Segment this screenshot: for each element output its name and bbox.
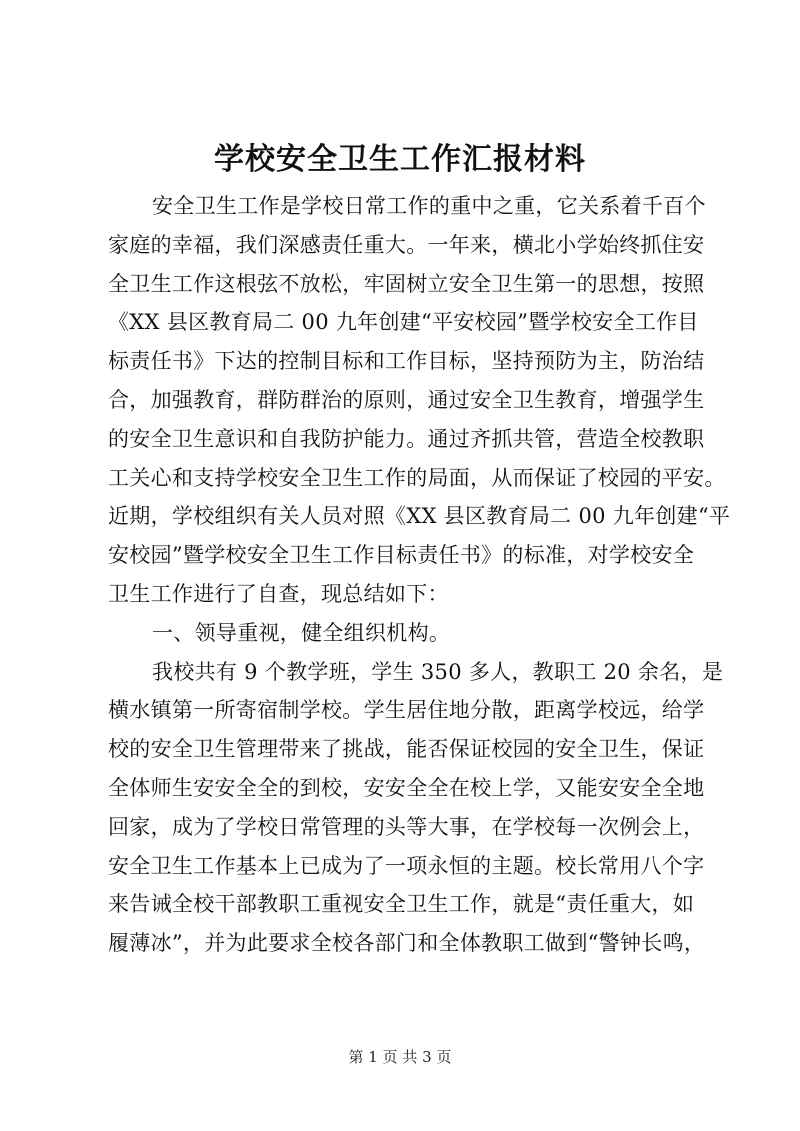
page-number: 第 1 页 共 3 页 (348, 1048, 452, 1066)
paragraph-line: 卫生工作进行了自查，现总结如下： (108, 581, 449, 606)
paragraph-line: 来告诫全校干部教职工重视安全卫生工作，就是“责任重大，如 (108, 892, 695, 917)
paragraph-line: 回家，成为了学校日常管理的头等大事，在学校每一次例会上， (108, 814, 705, 839)
paragraph-line: 全卫生工作这根弦不放松，牢固树立安全卫生第一的思想，按照 (108, 271, 705, 296)
paragraph-line: 标责任书》下达的控制目标和工作目标，坚持预防为主，防治结 (108, 349, 705, 374)
document-body (108, 187, 731, 963)
paragraph-line: 履薄冰”，并为此要求全校各部门和全体教职工做到“警钟长鸣， (108, 931, 706, 956)
paragraph-line: 近期，学校组织有关人员对照《XX 县区教育局二 00 九年创建“平 (108, 504, 731, 529)
paragraph-line: 我校共有 9 个教学班，学生 350 多人，教职工 20 余名，是 (152, 659, 724, 684)
section-heading: 一、领导重视，健全组织机构。 (152, 620, 451, 645)
paragraph-line: 全体师生安安全全的到校，安安全全在校上学，又能安安全全地 (108, 775, 705, 800)
paragraph-line: 家庭的幸福，我们深感责任重大。一年来，横北小学始终抓住安 (108, 232, 705, 257)
paragraph-line: 校的安全卫生管理带来了挑战，能否保证校园的安全卫生，保证 (108, 737, 705, 762)
paragraph-line: 的安全卫生意识和自我防护能力。通过齐抓共管，营造全校教职 (108, 426, 705, 451)
paragraph-line: 安全卫生工作基本上已成为了一项永恒的主题。校长常用八个字 (108, 853, 705, 878)
paragraph-line: 《XX 县区教育局二 00 九年创建“平安校园”暨学校安全工作目 (108, 310, 699, 335)
paragraph-line: 合，加强教育，群防群治的原则，通过安全卫生教育，增强学生 (108, 387, 705, 412)
paragraph-line: 工关心和支持学校安全卫生工作的局面，从而保证了校园的平安。 (108, 465, 726, 490)
paragraph-line: 横水镇第一所寄宿制学校。学生居住地分散，距离学校远，给学 (108, 698, 705, 723)
paragraph-line: 安全卫生工作是学校日常工作的重中之重，它关系着千百个 (152, 194, 706, 218)
paragraph-line: 安校园”暨学校安全卫生工作目标责任书》的标准，对学校安全 (108, 543, 695, 568)
document-title: 学校安全卫生工作汇报材料 (214, 142, 586, 177)
